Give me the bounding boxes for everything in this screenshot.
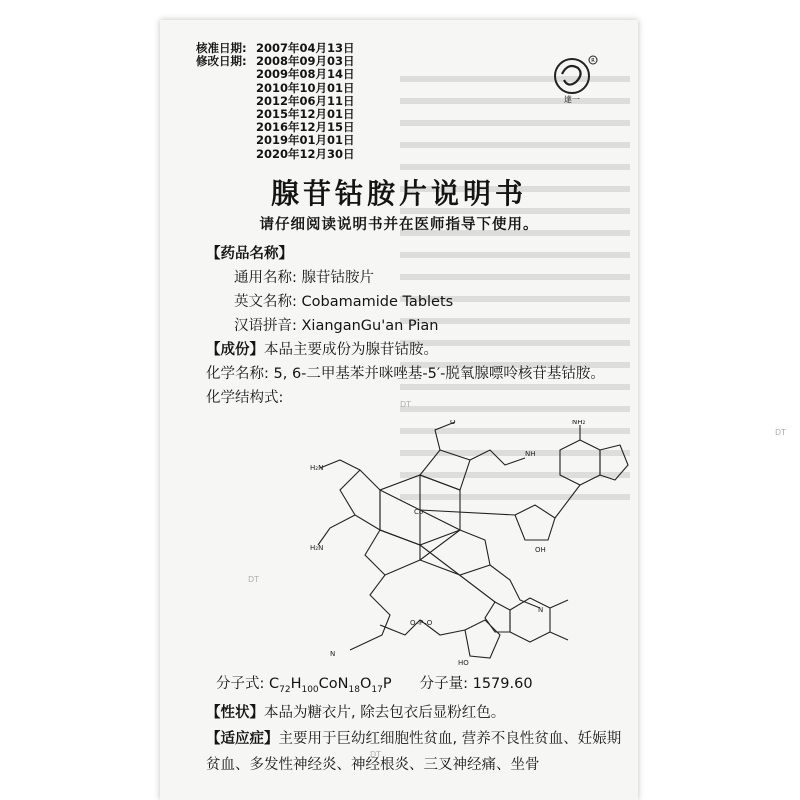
svg-text:NH: NH xyxy=(525,450,536,458)
approval-date: 2007年04月13日 xyxy=(256,41,355,55)
chemical-name: 化学名称: 5, 6-二甲基苯并咪唑基-5′-脱氧腺嘌呤核苷基钴胺。 xyxy=(206,366,605,382)
logo-text: 達一 xyxy=(564,95,580,104)
chemical-structure-diagram xyxy=(310,420,638,680)
leaflet-body xyxy=(206,242,618,410)
document-subtitle: 请仔细阅读说明书并在医师指导下使用。 xyxy=(259,217,539,233)
molecular-weight xyxy=(420,672,533,695)
formula-value: $C_{72}H_{100}CoN_{18}O_{17}P$ xyxy=(269,676,392,695)
revision-date: 2016年12月15日 xyxy=(256,120,355,135)
formula-label: 分子式: xyxy=(216,676,265,692)
svg-text:N: N xyxy=(538,606,544,614)
description-line xyxy=(206,700,622,726)
composition-text: 本品主要成份为腺苷钴胺。 xyxy=(264,342,438,358)
weight-label: 分子量: xyxy=(419,676,468,692)
revision-date: 2015年12月01日 xyxy=(256,107,355,122)
watermark: DT xyxy=(400,400,412,409)
description-header: 【性状】 xyxy=(206,705,264,721)
company-logo-icon xyxy=(548,52,600,104)
svg-text:H₂N: H₂N xyxy=(310,544,324,552)
revision-label: 修改日期: xyxy=(196,54,247,69)
svg-text:OH: OH xyxy=(535,546,546,554)
svg-text:Co: Co xyxy=(414,508,424,516)
watermark: DT xyxy=(248,575,260,584)
revision-date: 2019年01月01日 xyxy=(256,133,355,148)
svg-text:N: N xyxy=(330,650,336,658)
weight-value: 1579.60 xyxy=(472,676,533,692)
formula-row xyxy=(216,672,618,695)
indications-header: 【适应症】 xyxy=(206,731,279,747)
composition-line xyxy=(206,338,618,362)
document-title: 腺苷钴胺片说明书 xyxy=(270,177,527,210)
description-text: 本品为糖衣片, 除去包衣后显粉红色。 xyxy=(264,705,506,721)
revision-date: 2008年09月03日 xyxy=(256,54,355,69)
revision-date: 2010年10月01日 xyxy=(256,80,355,95)
svg-text:H₂N: H₂N xyxy=(310,464,324,472)
watermark: DT xyxy=(775,428,787,437)
revision-date: 2012年06月11日 xyxy=(256,93,355,108)
svg-text:HO: HO xyxy=(458,659,469,667)
watermark: DT xyxy=(370,750,382,759)
composition-header: 【成份】 xyxy=(206,342,264,358)
svg-text:O: O xyxy=(450,420,456,426)
generic-name: 通用名称: 腺苷钴胺片 xyxy=(234,270,374,286)
molecular-formula xyxy=(216,672,392,695)
indications-text: 主要用于巨幼红细胞性贫血, 营养不良性贫血、妊娠期贫血、多发性神经炎、神经根炎、三叉神经痛、坐骨 xyxy=(206,731,622,773)
svg-text:NH₂: NH₂ xyxy=(572,420,586,426)
lower-sections xyxy=(206,700,622,778)
revision-dates xyxy=(196,42,355,161)
indications-line xyxy=(206,726,622,778)
revision-date: 2020年12月30日 xyxy=(256,146,355,161)
svg-text:R: R xyxy=(591,58,595,64)
drug-name-header: 【药品名称】 xyxy=(206,246,293,262)
english-name: 英文名称: Cobamamide Tablets xyxy=(234,294,454,310)
svg-text:O–P–O: O–P–O xyxy=(410,619,433,627)
pinyin-name: 汉语拼音: XianganGu'an Pian xyxy=(234,318,439,334)
leaflet-page xyxy=(160,20,638,800)
approval-label: 核准日期: xyxy=(196,41,247,55)
structure-label: 化学结构式: xyxy=(206,390,284,406)
revision-date: 2009年08月14日 xyxy=(256,67,355,82)
